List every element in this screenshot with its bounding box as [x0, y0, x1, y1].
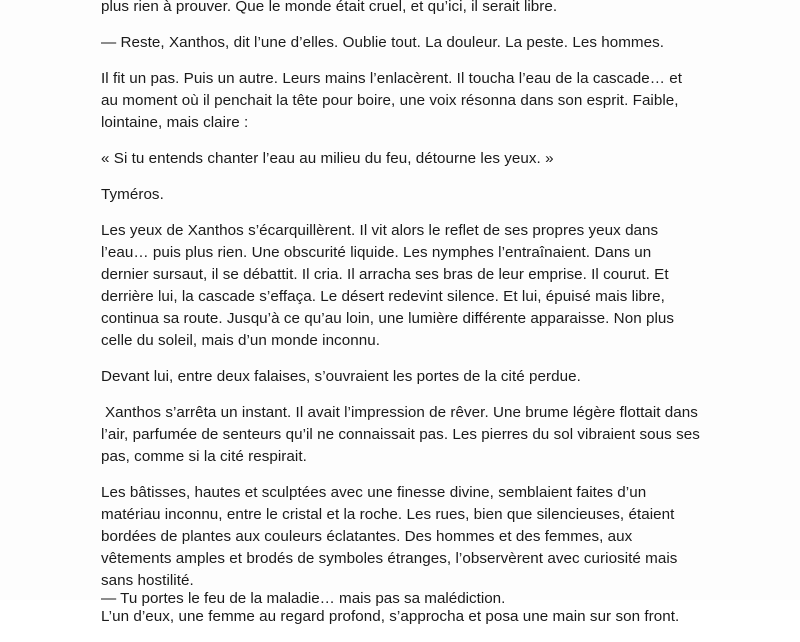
paragraph-5: Tyméros. — [101, 186, 164, 203]
paragraph-1: plus rien à prouver. Que le monde était cruel, et qu’ici, il serait libre. — [101, 0, 558, 15]
paragraph-4: « Si tu entends chanter l’eau au milieu du feu, détourne les yeux. » — [101, 150, 554, 167]
document-body — [101, 0, 701, 642]
paragraph-8: Xanthos s’arrêta un instant. Il avait l’impression de rêver. Une brume légère flottait dans l’air, parfumée de senteurs qu’il ne connaissait pas. Les pierres du sol vibraient sous ses pas, comme si la cité respirait. — [101, 404, 700, 465]
paragraph-11-partial: — Tu portes le feu de la maladie… mais pas sa malédiction. — [101, 590, 506, 607]
paragraph-10: L’un d’eux, une femme au regard profond, s’approcha et posa une main sur son front. — [101, 608, 680, 625]
paragraph-3: Il fit un pas. Puis un autre. Leurs mains l’enlacèrent. Il toucha l’eau de la cascade… et au moment où il penchait la tête pour boire, une voix résonna dans son esprit. Faible, lointaine, mais claire : — [101, 70, 683, 131]
paragraph-2: — Reste, Xanthos, dit l’une d’elles. Oublie tout. La douleur. La peste. Les hommes. — [101, 34, 665, 51]
paragraph-9: Les bâtisses, hautes et sculptées avec une finesse divine, semblaient faites d’un matériau inconnu, entre le cristal et la roche. Les rues, bien que silencieuses, étaient bordées de plantes aux couleurs éclatantes. Des hommes et des femmes, aux vêtements amples et brodés de symboles étranges, l’observèrent avec curiosité mais sans hostilité. — [101, 484, 678, 589]
paragraph-7: Devant lui, entre deux falaises, s’ouvraient les portes de la cité perdue. — [101, 368, 581, 385]
paragraph-6: Les yeux de Xanthos s’écarquillèrent. Il vit alors le reflet de ses propres yeux dans l’eau… puis plus rien. Une obscurité liquide. Les nymphes l’entraînaient. Dans un dernier sursaut, il se débattit. Il cria. Il arracha ses bras de leur emprise. Il courut. Et derrière lui, la cascade s’effaça. Le désert redevint silence. Et lui, épuisé mais libre, continua sa route. Jusqu’à ce qu’au loin, une lumière différente apparaisse. Non plus celle du soleil, mais d’un monde inconnu. — [101, 222, 675, 349]
